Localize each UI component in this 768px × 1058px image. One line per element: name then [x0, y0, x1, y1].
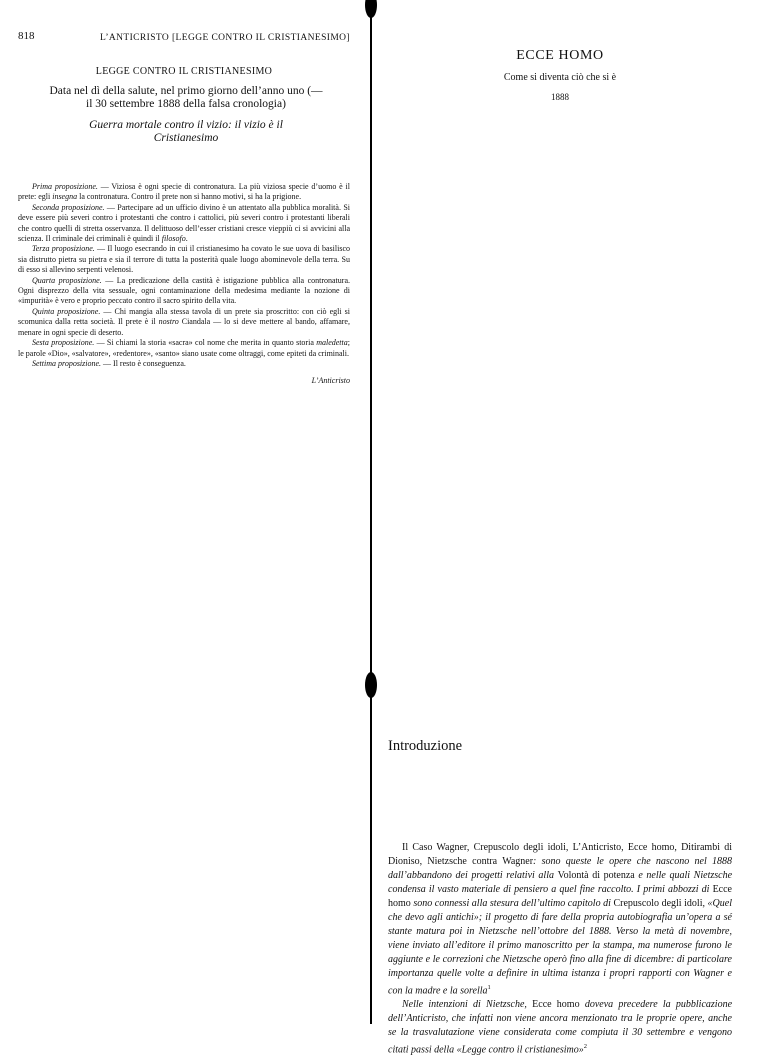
title-run: Ecce homo — [388, 884, 732, 909]
italic-run: : sono queste le opere che nascono nel 1888 dall’abbandono dei progetti relativi alla — [388, 856, 732, 881]
title-run: Crepuscolo degli idoli — [613, 898, 703, 909]
running-head: L’ANTICRISTO [LEGGE CONTRO IL CRISTIANESIMO] — [100, 33, 350, 43]
proposition-label: Settima proposizione. — [32, 358, 102, 368]
emphasis: insegna — [52, 192, 78, 202]
intro-paragraph — [388, 841, 732, 998]
signature: L’Anticristo — [311, 376, 350, 385]
italic-run: doveva precedere la pubblicazione dell’Anticristo, che infatti non viene ancora menzionato tra le proprie opere, anche se la trasvalutazione viene considerata come compiuta il 30 settembre e vengono citati passi della «Legge contro il cristianesimo» — [388, 999, 733, 1056]
proposition-label: Terza proposizione. — [32, 244, 95, 254]
proposition: Quinta proposizione. — Chi mangia alla stessa tavola di un prete sia proscritto: con ciò egli si scomunica dalla retta società. Il prete è il nostro Ciandala — lo si deve mettere al bando, affamare, menare in ogni specie di deserto. — [18, 306, 351, 337]
proposition: Seconda proposizione. — Partecipare ad un ufficio divino è un attentato alla pubblica moralità. Si deve essere più severi contro i protestanti che contro i cattolici, più severi contro i protestanti liberali che contro quelli di stretta osservanza. Il delittuoso dell’esser cristiani cresce vieppiù ci si avvicini alla scienza. Il criminale dei criminali è quindi il filosofo. — [18, 202, 351, 244]
work-year: 1888 — [551, 92, 569, 102]
proposition-label: Seconda proposizione. — [32, 202, 105, 212]
footnote-marker: 1 — [487, 984, 491, 991]
gutter-line — [370, 0, 372, 1024]
dateline: Data nel dì della salute, nel primo giorno dell’anno uno (— il 30 settembre 1888 della falsa cronologia) — [49, 85, 323, 110]
italic-run: sono connessi alla stesura dell’ultimo capitolo di — [410, 898, 614, 909]
emphasis: maledetta — [316, 338, 348, 348]
footnote-marker: 2 — [583, 1043, 587, 1051]
proposition-label: Quinta proposizione. — [32, 306, 101, 316]
proposition: Quarta proposizione. — La predicazione della castità è istigazione pubblica alla contronatura. Ogni disprezzo della vita sessuale, ogni contaminazione della medesima mediante la nozione di «impurità» è vero e proprio peccato contro il sacro spirito della vita. — [18, 275, 350, 306]
title-run: Volontà di potenza — [557, 870, 635, 881]
proposition: Prima proposizione. — Viziosa è ogni specie di contronatura. La più viziosa specie d’uomo è il prete: egli insegna la contronatura. Contro il prete non si hanno motivi, si ha la prigione. — [18, 182, 350, 202]
proposition: Sesta proposizione. — Si chiami la storia «sacra» col nome che merita in quanto storia maledetta; le parole «Dio», «salvatore», «redentore», «santo» siano usate come oltraggi, come epiteti da criminali. — [18, 338, 350, 358]
proposition: Terza proposizione. — Il luogo esecrando in cui il cristianesimo ha covato le sue uova di basilisco sia distrutto pietra su pietra e sia il terrore di tutta la posterità quale luogo abominevole della terra. Su di esso si allevino serpenti velenosi. — [18, 244, 350, 275]
italic-run: e nelle quali Nietzsche condensa il vasto materiale di pensiero a quel fine raccolto. I primi abbozzi di — [388, 870, 733, 895]
book-gutter — [368, 0, 374, 1024]
emphasis: nostro — [158, 317, 179, 327]
italic-run: Nelle intenzioni di Nietzsche, — [402, 999, 533, 1011]
proposition-label: Quarta proposizione. — [32, 275, 102, 285]
propositions-list — [18, 182, 350, 369]
introduction-body — [388, 841, 732, 1058]
proposition: Settima proposizione. — Il resto è conseguenza. — [32, 358, 186, 368]
intro-paragraph — [388, 998, 732, 1057]
page-number: 818 — [18, 30, 35, 42]
gutter-binding-mark — [365, 0, 377, 18]
gutter-binding-mark — [365, 672, 377, 698]
proposition-label: Sesta proposizione. — [32, 338, 95, 348]
section-title: LEGGE CONTRO IL CRISTIANESIMO — [95, 66, 273, 77]
proposition-label: Prima proposizione. — [32, 182, 98, 191]
introduction-heading: Introduzione — [388, 738, 463, 754]
title-run: Il Caso Wagner, Crepuscolo degli idoli, L’Anticristo, Ecce homo, Ditirambi di Dioniso, Nietzsche contra Wagner — [388, 842, 732, 867]
emphasis: filosofo — [161, 234, 186, 244]
title-run: Ecce homo — [532, 999, 580, 1011]
work-subtitle: Come si diventa ciò che si è — [503, 72, 617, 83]
work-title: ECCE HOMO — [516, 48, 604, 63]
war-declaration: Guerra mortale contro il vizio: il vizio è il Cristianesimo — [89, 119, 283, 144]
italic-run: , «Quel che devo agli antichi»; il progetto di fare della propria autobiografia un’opera a sé stante matura poi in Nietzsche nell’ottobre del 1888. Verso la metà di novembre, viene inviato all’editore il primo manoscritto per la stampa, ma numerose furono le aggiunte e le correzioni che Nietzsche operò fino alla fine di dicembre: di particolare importanza quelle volte a definire in ultima istanza i propri rapporti con Wagner e con la madre e la sorella — [388, 898, 732, 997]
